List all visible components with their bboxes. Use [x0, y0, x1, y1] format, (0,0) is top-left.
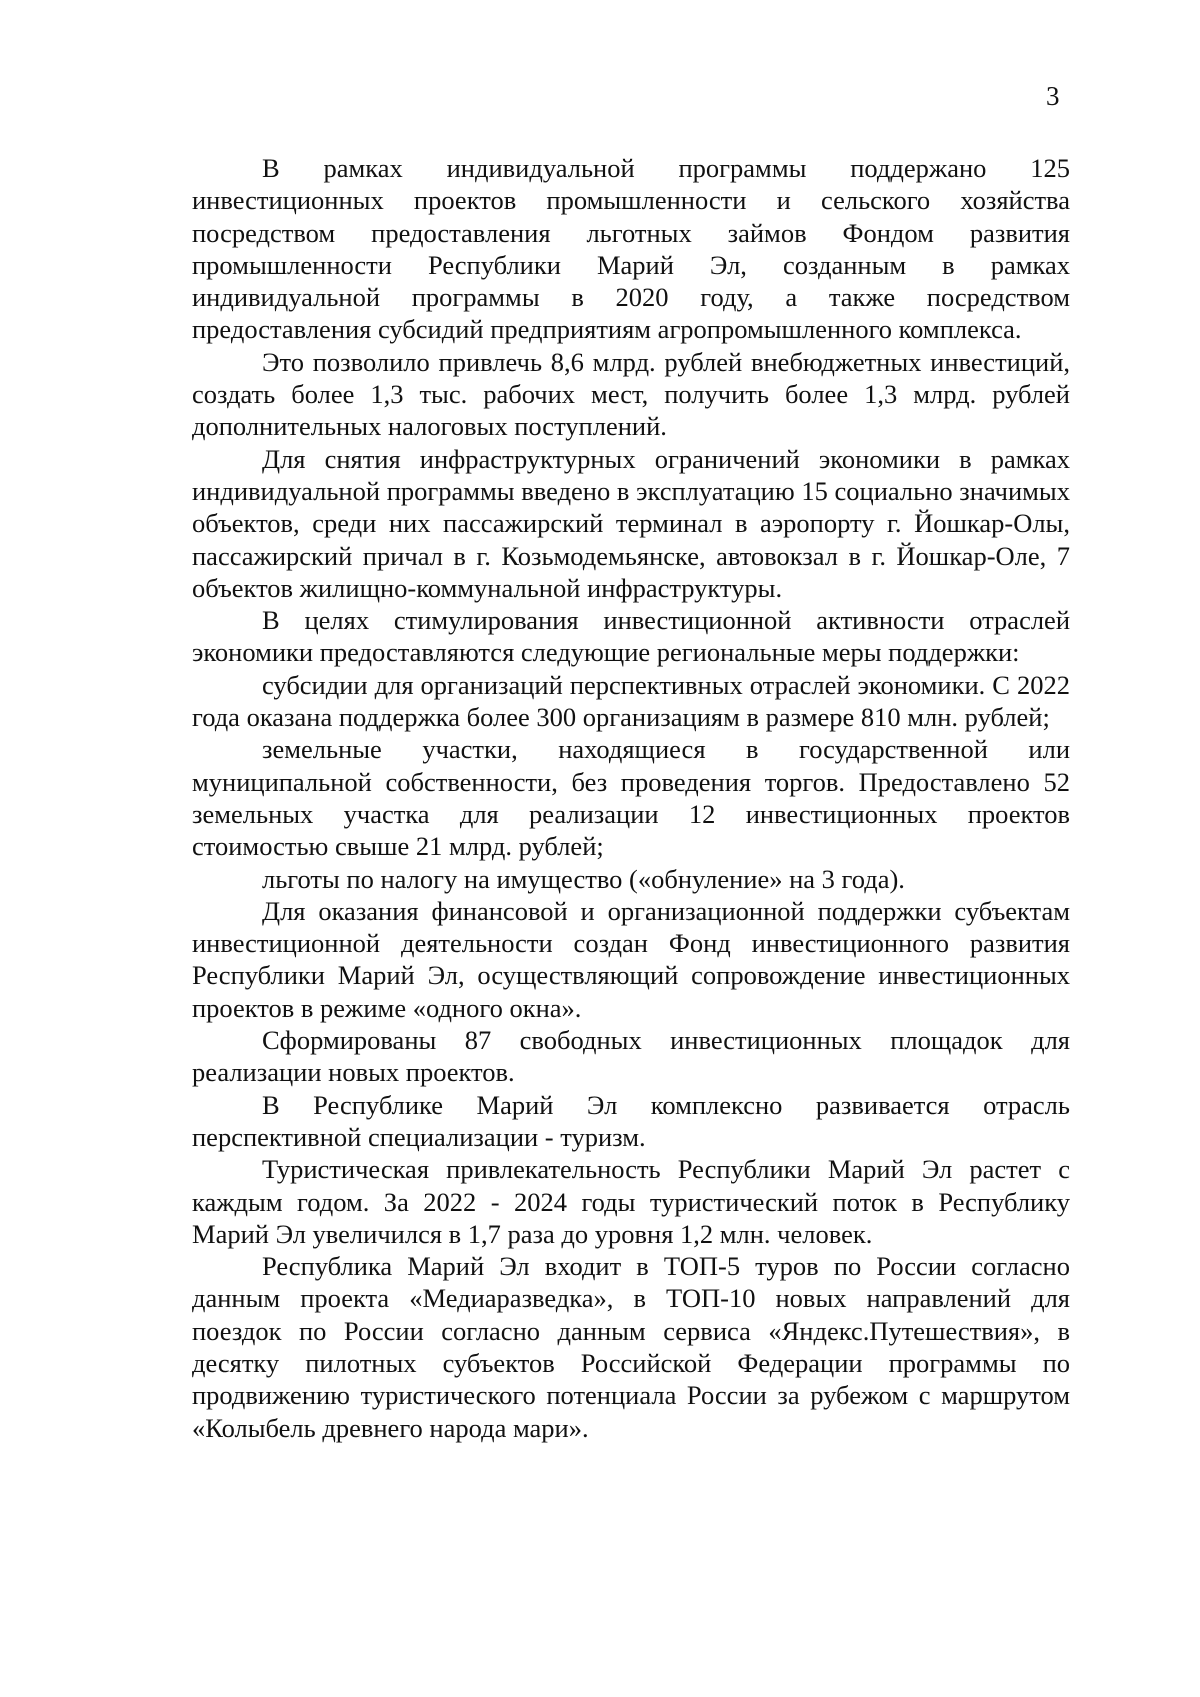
- paragraph-tourist-flow: Туристическая привлекательность Республики Марий Эл растет с каждым годом. За 2022 - 2024 годы туристический поток в Республику Марий Эл увеличился в 1,7 раза до уровня 1,2 млн. человек.: [192, 1154, 1070, 1249]
- paragraph-land-plots: земельные участки, находящиеся в государственной или муниципальной собственности, без проведения торгов. Предоставлено 52 земельных участка для реализации 12 инвестиционных проектов стоимостью свыше 21 млрд. рублей;: [192, 734, 1070, 862]
- paragraph-tourism-rankings: Республика Марий Эл входит в ТОП-5 туров по России согласно данным проекта «Медиаразведка», в ТОП-10 новых направлений для поездок по России согласно данным сервиса «Яндекс.Путешествия», в десятку пилотных субъектов Российской Федерации программы по продвижению туристического потенциала России за рубежом с маршрутом «Колыбель древнего народа мари».: [192, 1251, 1070, 1443]
- paragraph-individual-program: В рамках индивидуальной программы поддержано 125 инвестиционных проектов промышленности и сельского хозяйства посредством предоставления льготных займов Фондом развития промышленности Республики Марий Эл, созданным в рамках индивидуальной программы в 2020 году, а также посредством предоставления субсидий предприятиям агропромышленного комплекса.: [192, 153, 1070, 345]
- paragraph-subsidies: субсидии для организаций перспективных отраслей экономики. С 2022 года оказана поддержка более 300 организациям в размере 810 млн. рублей;: [192, 669, 1070, 733]
- paragraph-investment-fund: Для оказания финансовой и организационной поддержки субъектам инвестиционной деятельности создан Фонд инвестиционного развития Республики Марий Эл, осуществляющий сопровождение инвестиционных проектов в режиме «одного окна».: [192, 895, 1070, 1023]
- paragraph-tax-benefits: льготы по налогу на имущество («обнуление» на 3 года).: [262, 863, 905, 894]
- paragraph-tourism-specialization: В Республике Марий Эл комплексно развивается отрасль перспективной специализации - туризм.: [192, 1089, 1070, 1152]
- document-body: [192, 152, 1070, 1444]
- page-number: 3: [1046, 81, 1060, 111]
- paragraph-infrastructure: Для снятия инфраструктурных ограничений экономики в рамках индивидуальной программы введено в эксплуатацию 15 социально значимых объектов, среди них пассажирский терминал в аэропорту г. Йошкар-Олы, пассажирский причал в г. Козьмодемьянске, автовокзал в г. Йошкар-Оле, 7 объектов жилищно-коммунальной инфраструктуры.: [192, 443, 1070, 603]
- paragraph-support-measures-intro: В целях стимулирования инвестиционной активности отраслей экономики предоставляются следующие региональные меры поддержки:: [192, 605, 1070, 668]
- paragraph-investment-sites: Сформированы 87 свободных инвестиционных площадок для реализации новых проектов.: [192, 1025, 1070, 1088]
- paragraph-investment-results: Это позволило привлечь 8,6 млрд. рублей внебюджетных инвестиций, создать более 1,3 тыс. рабочих мест, получить более 1,3 млрд. рублей дополнительных налоговых поступлений.: [192, 346, 1070, 442]
